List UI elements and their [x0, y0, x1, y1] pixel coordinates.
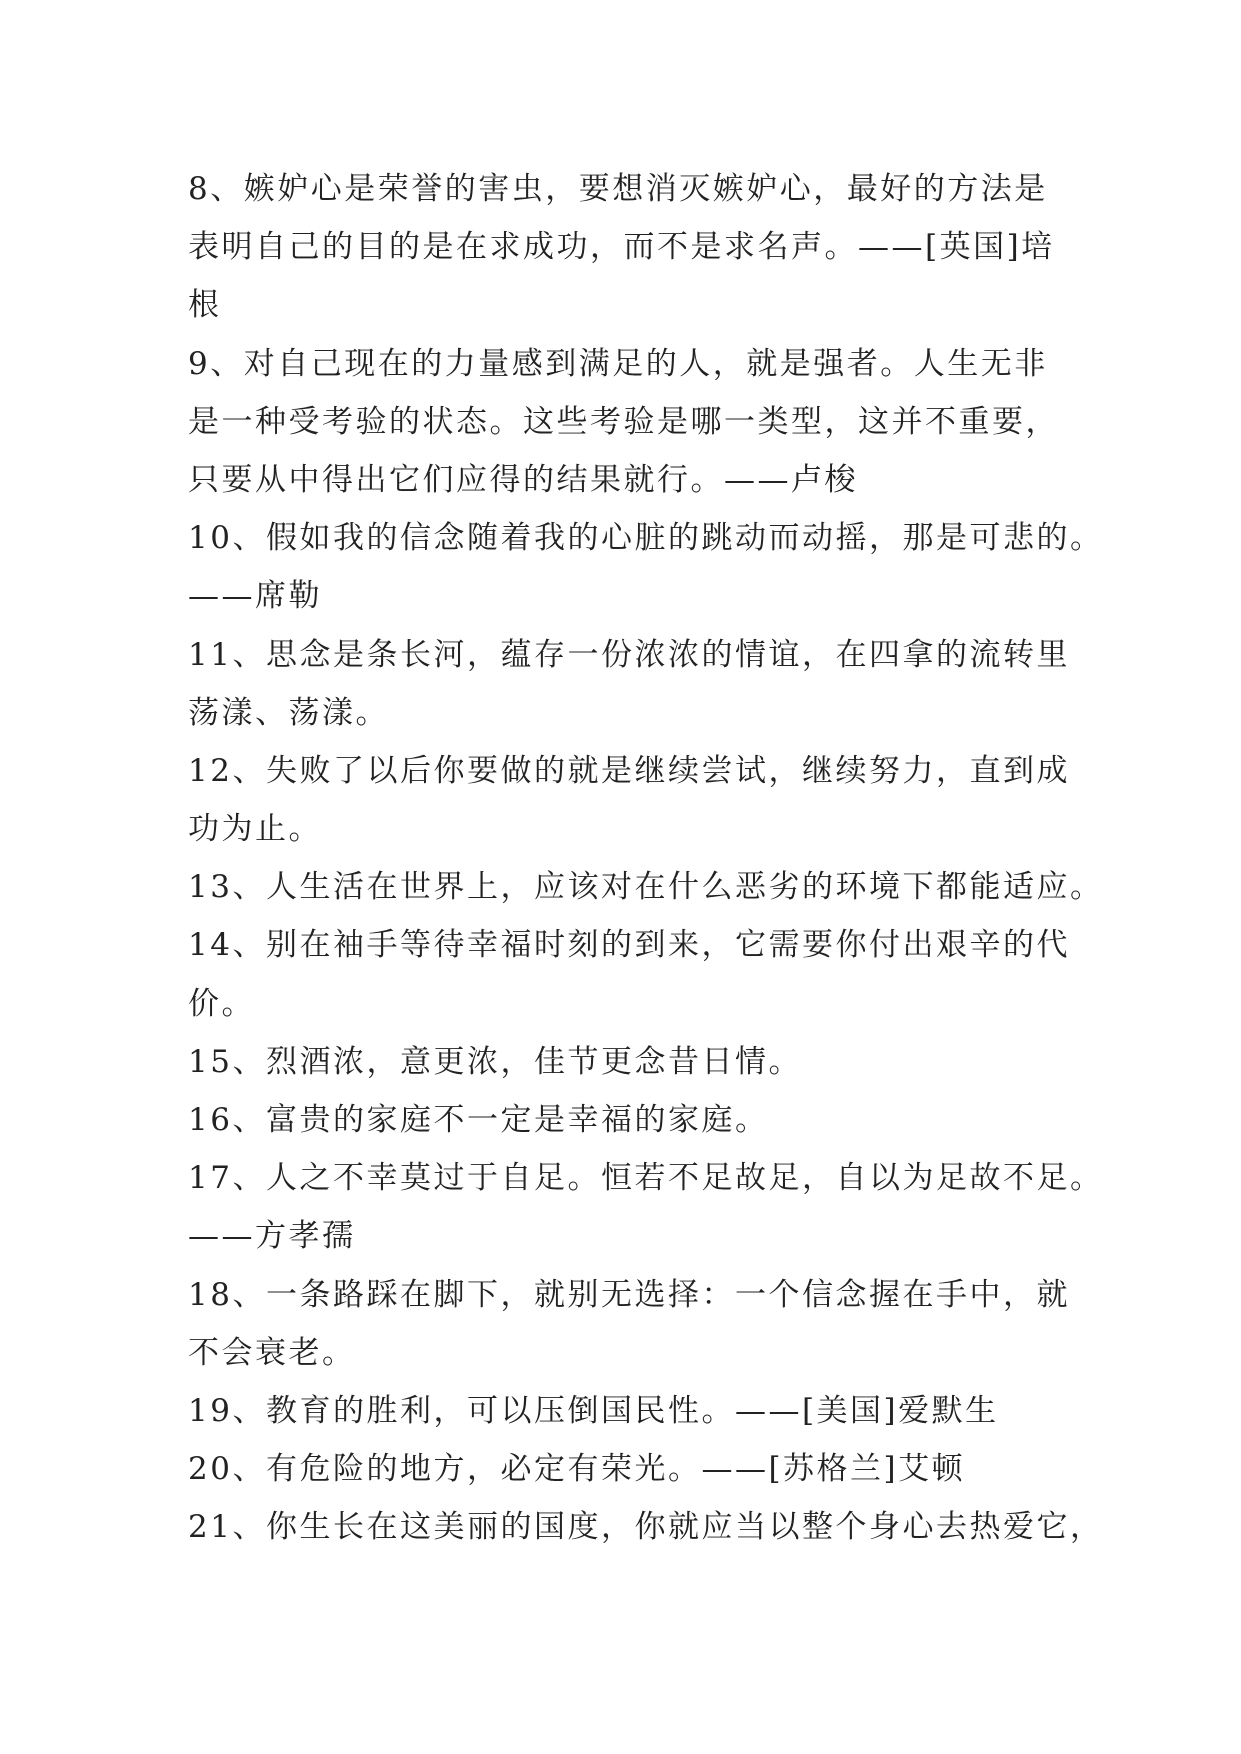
- text-line: ——方孝孺: [188, 1218, 356, 1255]
- text-line: 14、别在袖手等待幸福时刻的到来，它需要你付出艰辛的代: [188, 927, 1070, 964]
- text-line: 20、有危险的地方，必定有荣光。——[苏格兰]艾顿: [188, 1451, 966, 1488]
- quote-text-body: [188, 160, 1104, 1557]
- text-line: 19、教育的胜利，可以压倒国民性。——[美国]爱默生: [188, 1392, 999, 1429]
- text-line: 16、富贵的家庭不一定是幸福的家庭。: [188, 1102, 769, 1138]
- text-line: ——席勒: [188, 578, 322, 615]
- text-line: 10、假如我的信念随着我的心脏的跳动而动摇，那是可悲的。: [188, 520, 1104, 557]
- text-line: 17、人之不幸莫过于自足。恒若不足故足，自以为足故不足。: [188, 1160, 1104, 1197]
- text-line: 18、一条路踩在脚下，就别无选择：一个信念握在手中，就: [188, 1276, 1070, 1313]
- text-line: 根: [188, 287, 222, 324]
- text-line: 只要从中得出它们应得的结果就行。——卢梭: [188, 461, 858, 498]
- text-line: 表明自己的目的是在求成功，而不是求名声。——[英国]培: [188, 229, 1055, 266]
- text-line: 8、嫉妒心是荣誉的害虫，要想消灭嫉妒心，最好的方法是: [188, 171, 1048, 207]
- text-line: 是一种受考验的状态。这些考验是哪一类型，这并不重要，: [188, 403, 1059, 440]
- text-line: 9、对自己现在的力量感到满足的人，就是强者。人生无非: [188, 345, 1048, 382]
- text-line: 12、失败了以后你要做的就是继续尝试，继续努力，直到成: [188, 752, 1070, 789]
- text-line: 价。: [188, 985, 255, 1022]
- text-line: 功为止。: [188, 811, 322, 848]
- text-line: 13、人生活在世界上，应该对在什么恶劣的环境下都能适应。: [188, 869, 1104, 906]
- text-line: 不会衰老。: [188, 1334, 356, 1371]
- text-line: 21、你生长在这美丽的国度，你就应当以整个身心去热爱它，: [188, 1509, 1104, 1546]
- text-line: 15、烈酒浓，意更浓，佳节更念昔日情。: [188, 1043, 802, 1080]
- text-line: 荡漾、荡漾。: [188, 694, 389, 731]
- text-line: 11、思念是条长河，蕴存一份浓浓的情谊，在四拿的流转里: [188, 636, 1070, 673]
